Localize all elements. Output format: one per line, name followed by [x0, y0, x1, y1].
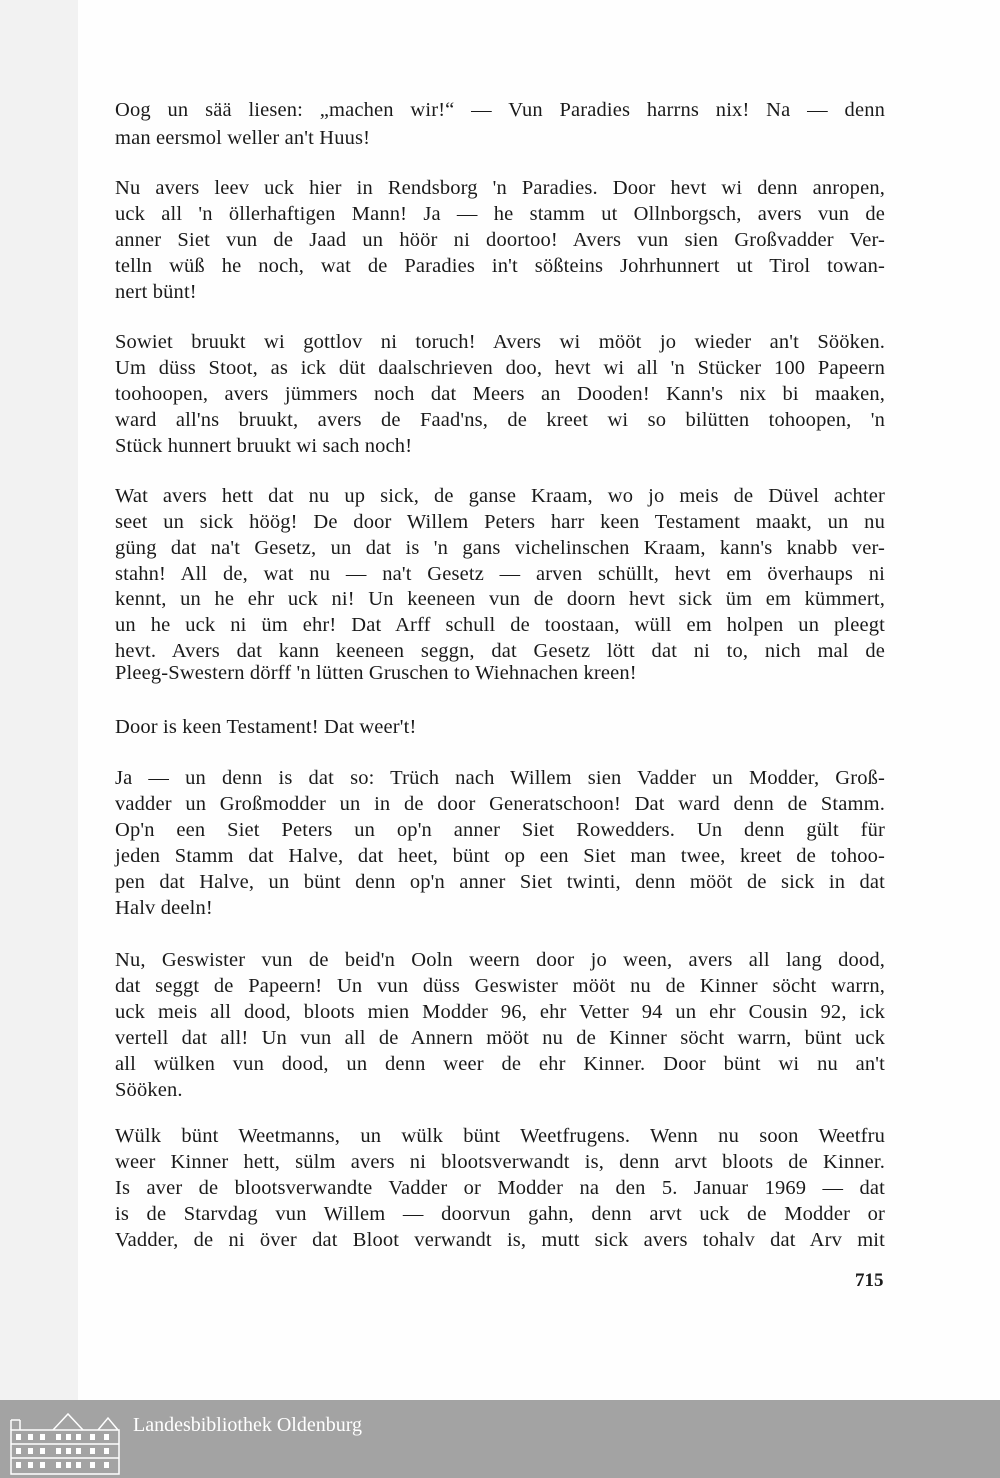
text-line: Nu, Geswister vun de beid'n Ooln weern door jo ween, avers all lang dood, — [115, 949, 885, 971]
text-line: kennt, un he ehr uck ni! Un keeneen vun de doorn hevt sick üm em kümmert, — [115, 588, 885, 610]
text-line: Halv deeln! — [115, 897, 213, 919]
text-line: Pleeg-Swestern dörff 'n lütten Gruschen to Wiehnachen kreen! — [115, 662, 637, 684]
text-line: ward all'ns bruukt, avers de Faad'ns, de kreet wi so bilütten tohoopen, 'n — [115, 409, 885, 431]
text-line: is de Starvdag vun Willem — doorvun gahn, denn arvt uck de Modder or — [115, 1203, 885, 1225]
text-line: all wülken vun dood, un denn weer de ehr Kinner. Door bünt wi nu an't — [115, 1053, 885, 1075]
scan-margin — [0, 0, 78, 1400]
text-line: vertell dat all! Un vun all de Annern mööt nu de Kinner söcht warrn, bünt uck — [115, 1027, 885, 1049]
text-line: telln wüß he noch, wat de Paradies in't sößteins Johrhunnert ut Tirol towan- — [115, 255, 885, 277]
text-line: jeden Stamm dat Halve, dat heet, bünt op een Siet man twee, kreet de tohoo- — [115, 845, 885, 867]
text-line: güng dat na't Gesetz, un dat is 'n gans vichelinschen Kraam, kann's knabb ver- — [115, 537, 885, 559]
footer-bar — [0, 1400, 1000, 1478]
text-line: Oog un sää liesen: „machen wir!“ — Vun Paradies harrns nix! Na — denn — [115, 99, 885, 121]
text-line: toohoopen, avers jümmers noch dat Meers an Dooden! Kann's nix bi maaken, — [115, 383, 885, 405]
text-line: stahn! All de, wat nu — na't Gesetz — arven schüllt, hevt em överhaups ni — [115, 563, 885, 585]
text-line: Door is keen Testament! Dat weer't! — [115, 716, 417, 738]
text-line: weer Kinner hett, sülm avers ni blootsverwandt is, denn arvt bloots de Kinner. — [115, 1151, 885, 1173]
text-line: Sowiet bruukt wi gottlov ni toruch! Avers wi mööt jo wieder an't Sööken. — [115, 331, 885, 353]
text-line: Wülk bünt Weetmanns, un wülk bünt Weetfrugens. Wenn nu soon Weetfru — [115, 1125, 885, 1147]
text-line: Op'n een Siet Peters un op'n anner Siet Rowedders. Un denn gült für — [115, 819, 885, 841]
text-line: Is aver de blootsverwandte Vadder or Modder na den 5. Januar 1969 — dat — [115, 1177, 885, 1199]
text-line: Stück hunnert bruukt wi sach noch! — [115, 435, 413, 457]
text-line: uck meis all dood, bloots mien Modder 96, ehr Vetter 94 un ehr Cousin 92, ick — [115, 1001, 885, 1023]
text-line: pen dat Halve, un bünt denn op'n anner Siet twinti, denn mööt de sick in dat — [115, 871, 885, 893]
text-line: Ja — un denn is dat so: Trüch nach Willem sien Vadder un Modder, Groß- — [115, 767, 885, 789]
text-line: Sööken. — [115, 1079, 183, 1101]
page-number: 715 — [855, 1270, 884, 1291]
library-building-logo-icon — [8, 1408, 123, 1476]
text-line: un he uck ni üm ehr! Dat Arff schull de toostaan, wüll em holpen un pleegt — [115, 614, 885, 636]
text-line: man eersmol weller an't Huus! — [115, 127, 371, 149]
text-line: seet un sick höög! De door Willem Peters harr keen Testament maakt, un nu — [115, 511, 885, 533]
text-line: hevt. Avers dat kann keeneen seggn, dat Gesetz lött dat ni to, nich mal de — [115, 640, 885, 662]
text-line: Wat avers hett dat nu up sick, de ganse Kraam, wo jo meis de Düvel achter — [115, 485, 885, 507]
text-line: Vadder, de ni över dat Bloot verwandt is, mutt sick avers tohalv dat Arv mit — [115, 1229, 885, 1251]
library-name: Landesbibliothek Oldenburg — [133, 1414, 363, 1436]
text-line: anner Siet vun de Jaad un höör ni doortoo! Avers vun sien Großvadder Ver- — [115, 229, 885, 251]
text-line: vadder un Großmodder un in de door Generatschoon! Dat ward denn de Stamm. — [115, 793, 885, 815]
text-line: Um düss Stoot, as ick düt daalschrieven doo, hevt wi all 'n Stücker 100 Papeern — [115, 357, 885, 379]
text-line: nert bünt! — [115, 281, 197, 303]
text-line: Nu avers leev uck hier in Rendsborg 'n Paradies. Door hevt wi denn anropen, — [115, 177, 885, 199]
text-line: dat seggt de Papeern! Un vun düss Geswister mööt nu de Kinner söcht warrn, — [115, 975, 885, 997]
text-line: uck all 'n öllerhaftigen Mann! Ja — he stamm ut Ollnborgsch, avers vun de — [115, 203, 885, 225]
